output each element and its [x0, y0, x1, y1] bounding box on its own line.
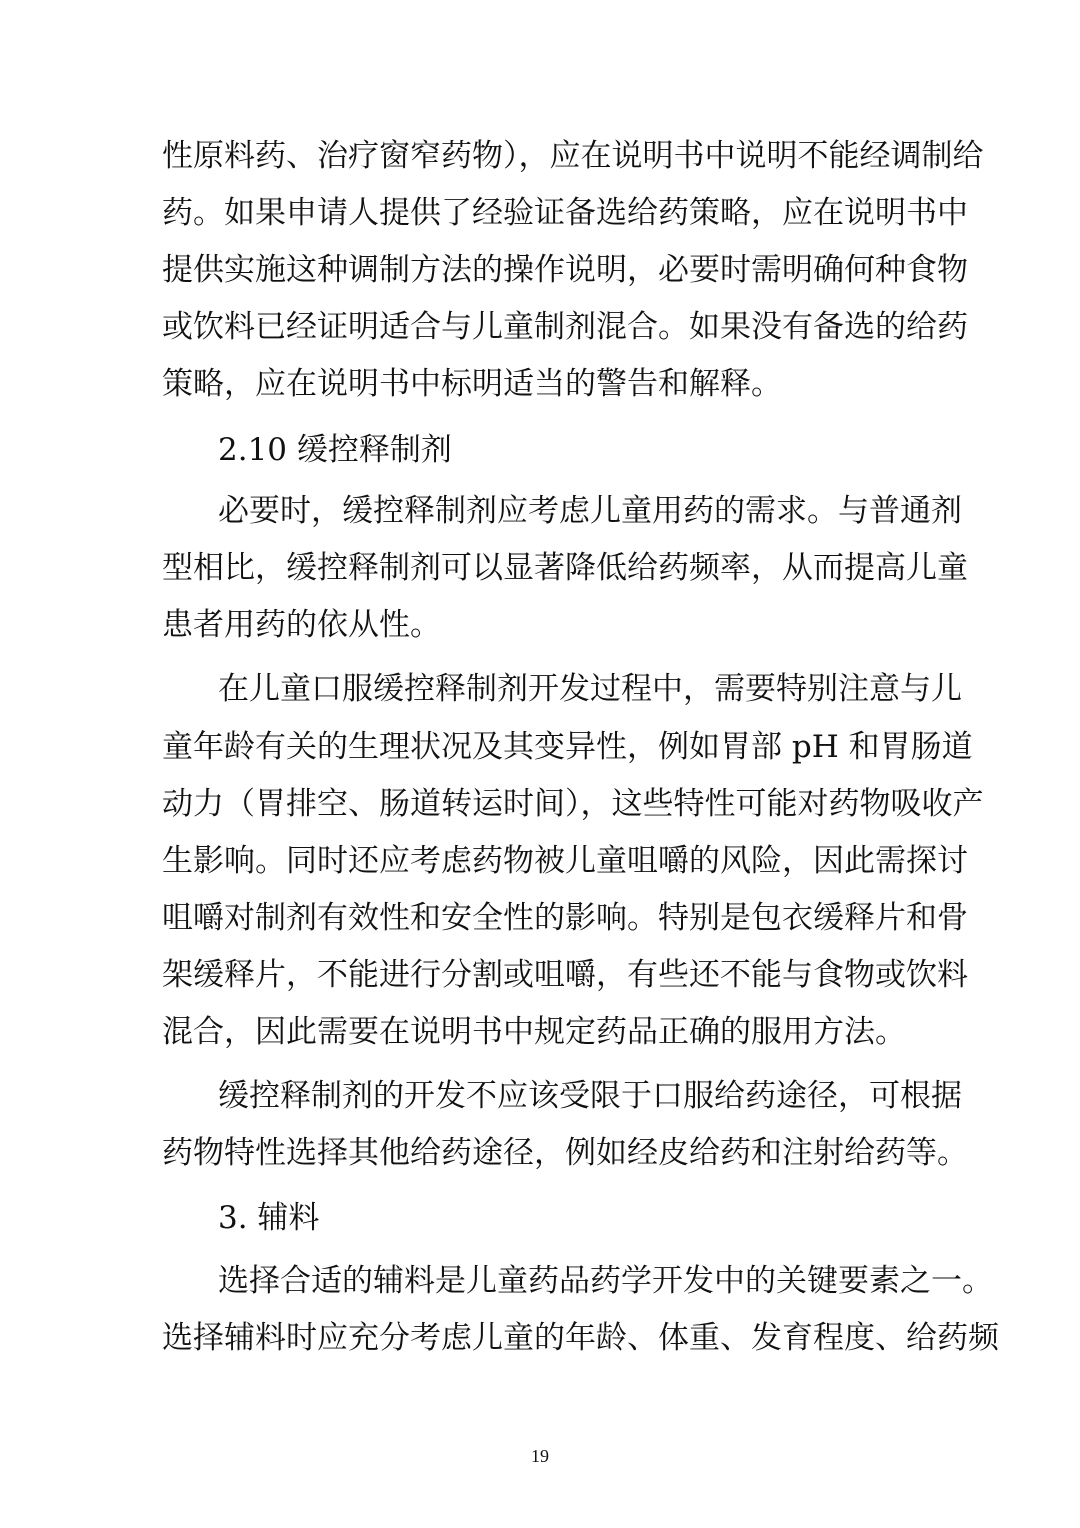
body-line-9: 患者用药的依从性。 — [162, 607, 441, 643]
body-line-20: 选择合适的辅料是儿童药品药学开发中的关键要素之一。 — [218, 1263, 993, 1299]
body-line-5: 策略，应在说明书中标明适当的警告和解释。 — [162, 366, 782, 402]
body-line-14: 咀嚼对制剂有效性和安全性的影响。特别是包衣缓释片和骨 — [162, 900, 968, 936]
body-line-10: 在儿童口服缓控释制剂开发过程中，需要特别注意与儿 — [218, 671, 962, 707]
body-line-2: 药。如果申请人提供了经验证备选给药策略，应在说明书中 — [162, 195, 968, 231]
body-line-7: 必要时，缓控释制剂应考虑儿童用药的需求。与普通剂 — [218, 493, 962, 529]
body-line-21: 选择辅料时应充分考虑儿童的年龄、体重、发育程度、给药频 — [162, 1320, 999, 1356]
section-heading-2-10: 2.10 缓控释制剂 — [218, 432, 452, 468]
body-line-16: 混合，因此需要在说明书中规定药品正确的服用方法。 — [162, 1014, 906, 1050]
page-number: 19 — [531, 1446, 549, 1466]
body-line-13: 生影响。同时还应考虑药物被儿童咀嚼的风险，因此需探讨 — [162, 843, 968, 879]
body-line-1: 性原料药、治疗窗窄药物），应在说明书中说明不能经调制给 — [162, 138, 984, 174]
body-line-12: 动力（胃排空、肠道转运时间），这些特性可能对药物吸收产 — [162, 786, 984, 822]
body-line-8: 型相比，缓控释制剂可以显著降低给药频率，从而提高儿童 — [162, 550, 968, 586]
body-line-4: 或饮料已经证明适合与儿童制剂混合。如果没有备选的给药 — [162, 309, 968, 345]
section-heading-3: 3. 辅料 — [218, 1200, 320, 1236]
body-line-17: 缓控释制剂的开发不应该受限于口服给药途径，可根据 — [218, 1078, 962, 1114]
body-line-11: 童年龄有关的生理状况及其变异性，例如胃部 pH 和胃肠道 — [162, 729, 973, 765]
body-line-15: 架缓释片，不能进行分割或咀嚼，有些还不能与食物或饮料 — [162, 957, 968, 993]
body-line-18: 药物特性选择其他给药途径，例如经皮给药和注射给药等。 — [162, 1135, 968, 1171]
body-line-3: 提供实施这种调制方法的操作说明，必要时需明确何种食物 — [162, 252, 968, 288]
